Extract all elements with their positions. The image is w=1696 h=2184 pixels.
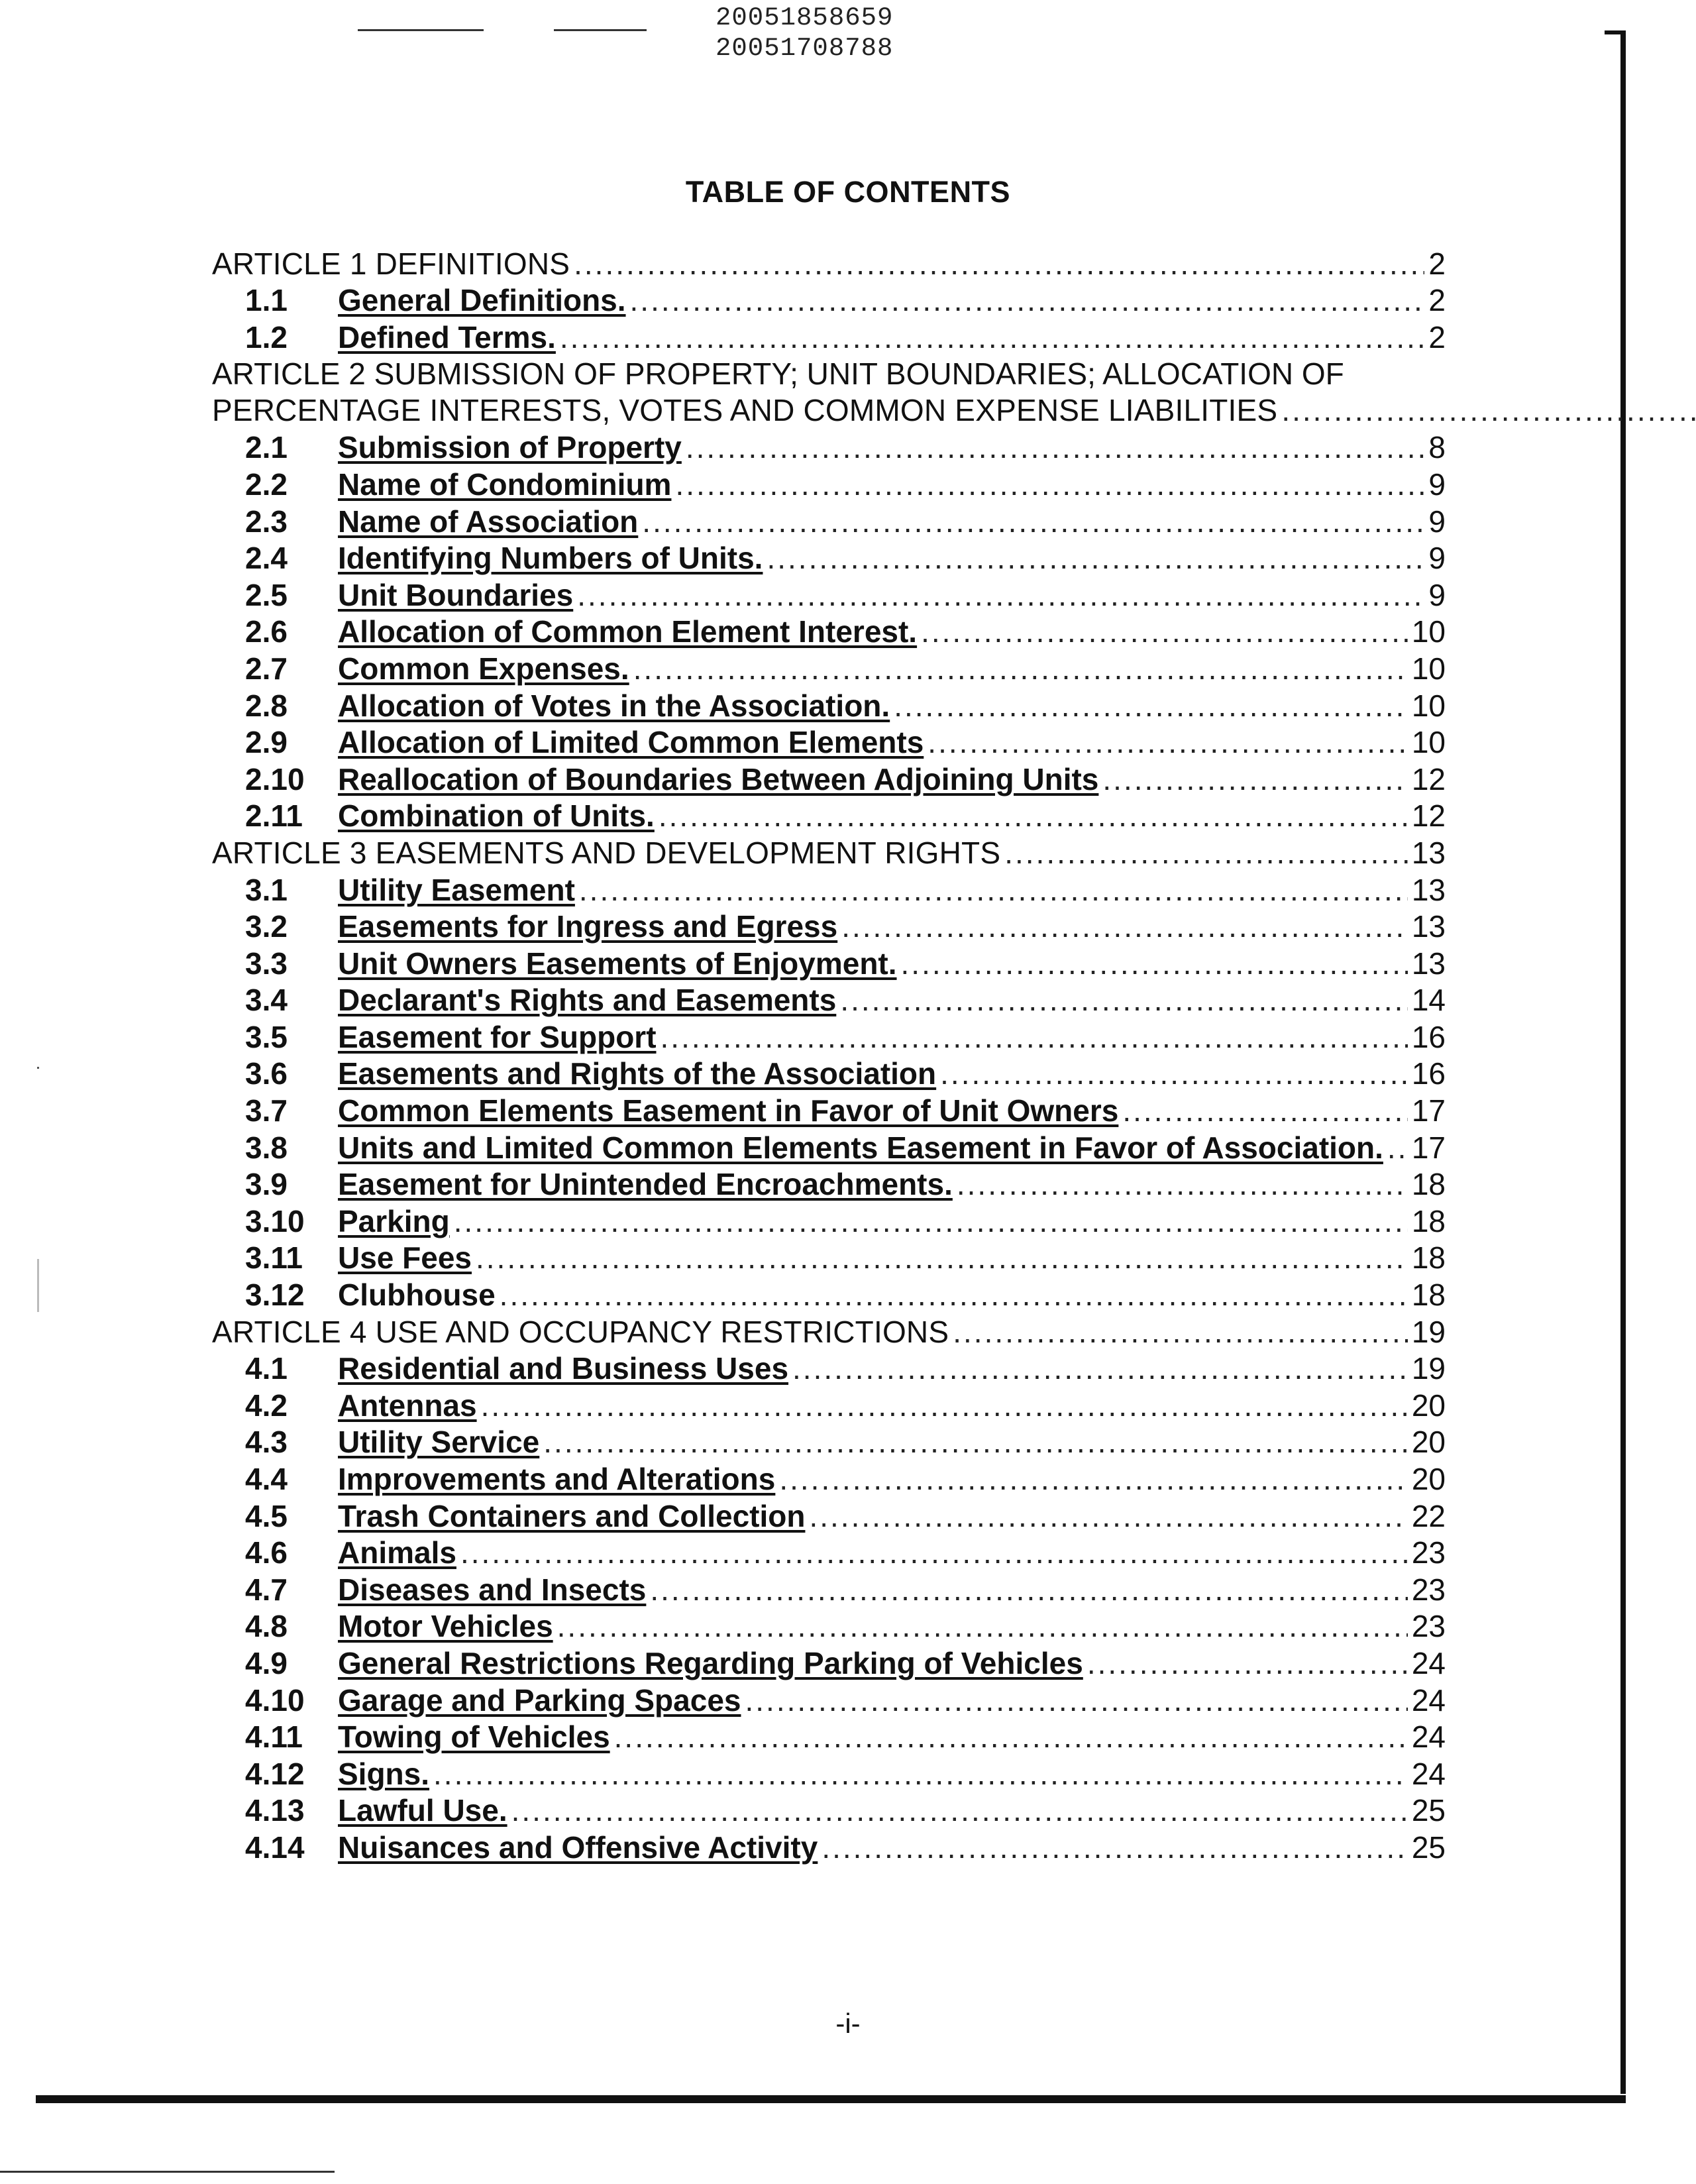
toc-section-link[interactable]: Submission of Property [338,430,682,465]
toc-dot-leader [957,1166,1408,1203]
toc-page-number: 25 [1411,1829,1446,1865]
toc-section-number: 2.4 [245,541,288,576]
toc-section-number: 4.6 [245,1535,288,1570]
toc-page-number: 13 [1411,909,1446,944]
toc-section-entry[interactable] [212,1424,1446,1461]
toc-section-number: 1.1 [245,283,288,318]
toc-section-number: 1.2 [245,319,288,355]
toc-article-entry[interactable] [212,245,1446,282]
toc-page-number: 18 [1411,1278,1446,1313]
toc-section-number: 3.2 [245,909,288,944]
toc-section-number: 4.7 [245,1572,288,1607]
toc-section-number: 4.5 [245,1498,288,1533]
scan-speck [37,1067,39,1069]
toc-entry-title-line-1: ARTICLE 2 SUBMISSION OF PROPERTY; UNIT BOUNDARIES; ALLOCATION OF [212,356,1344,391]
toc-dot-leader [809,1498,1407,1535]
toc-page-number: 10 [1411,688,1446,723]
toc-dot-leader [454,1203,1408,1240]
toc-section-entry[interactable] [212,1571,1446,1608]
toc-section-number: 3.1 [245,872,288,907]
toc-page-number: 10 [1411,725,1446,760]
toc-section-number: 3.8 [245,1130,288,1165]
toc-dot-leader [659,798,1408,834]
toc-section-number: 2.8 [245,688,288,723]
toc-dot-leader [894,688,1408,724]
toc-page-number: 19 [1411,1314,1446,1349]
toc-section-entry[interactable] [212,945,1446,982]
toc-section-entry[interactable] [212,503,1446,540]
toc-section-number: 3.12 [245,1278,305,1313]
toc-page-number: 20 [1411,1425,1446,1460]
toc-page-number: 9 [1428,504,1446,539]
toc-dot-leader [481,1388,1408,1424]
toc-page-number: 24 [1411,1645,1446,1680]
toc-dot-leader [1122,1093,1407,1129]
toc-section-link[interactable]: Allocation of Votes in the Association. [338,688,890,723]
toc-section-entry[interactable] [212,1166,1446,1203]
toc-dot-leader [822,1829,1408,1866]
scan-speck [37,1259,39,1312]
toc-section-link[interactable]: Reallocation of Boundaries Between Adjoining Units [338,761,1099,796]
toc-page-number: 13 [1411,946,1446,981]
toc-section-link[interactable]: Signs. [338,1756,430,1791]
toc-section-link[interactable]: Identifying Numbers of Units. [338,541,763,576]
toc-section-link[interactable]: Garage and Parking Spaces [338,1682,741,1718]
toc-dot-leader [511,1792,1408,1829]
toc-section-link[interactable]: Lawful Use. [338,1793,507,1828]
toc-dot-leader [476,1240,1408,1276]
toc-page-number: 12 [1411,798,1446,834]
toc-section-link[interactable]: Unit Boundaries [338,577,574,612]
toc-section-number: 2.1 [245,430,288,465]
toc-section-link[interactable]: Defined Terms. [338,319,556,355]
toc-page-number: 9 [1428,541,1446,576]
toc-page-number: 23 [1411,1609,1446,1644]
toc-page-number: 20 [1411,1462,1446,1496]
toc-section-number: 3.10 [245,1203,305,1238]
toc-page-number: 13 [1411,872,1446,907]
stamp-number-2: 20051708788 [716,34,894,63]
toc-page-number: 16 [1411,1056,1446,1091]
toc-page-number: 19 [1411,1351,1446,1386]
toc-section-link[interactable]: Use Fees [338,1240,472,1276]
toc-section-number: 4.14 [245,1829,305,1865]
toc-section-link[interactable]: Easement for Support [338,1019,657,1054]
toc-section-entry[interactable] [212,282,1446,319]
toc-section-number: 4.3 [245,1425,288,1460]
toc-dot-leader [675,466,1424,503]
toc-dot-leader [1004,835,1408,871]
toc-page-number: 24 [1411,1720,1446,1755]
toc-page-number: 9 [1428,466,1446,502]
toc-section-number: 2.6 [245,614,288,649]
toc-section-entry[interactable] [212,687,1446,724]
toc-section-number: 3.9 [245,1167,288,1202]
toc-dot-leader [560,319,1425,356]
toc-section-entry[interactable] [212,1682,1446,1719]
toc-section-number: 4.2 [245,1388,288,1423]
toc-entry-title: ARTICLE 4 USE AND OCCUPANCY RESTRICTIONS [212,1314,949,1349]
toc-page-number: 10 [1411,614,1446,649]
stamp-number-1: 20051858659 [716,3,894,32]
toc-section-entry[interactable] [212,540,1446,577]
toc-page-number: 23 [1411,1535,1446,1570]
toc-section-link[interactable]: Common Elements Easement in Favor of Unit Owners [338,1093,1119,1128]
toc-section-number: 4.12 [245,1756,305,1791]
toc-dot-leader [686,429,1425,466]
toc-dot-leader [460,1535,1408,1571]
toc-dot-leader [650,1572,1407,1608]
toc-page-number: 18 [1411,1203,1446,1238]
document-stamp [716,3,893,64]
toc-dot-leader [543,1424,1408,1460]
toc-section-number: 3.7 [245,1093,288,1128]
toc-page-number: 16 [1411,1019,1446,1054]
toc-page-number: 9 [1428,577,1446,612]
toc-section-link[interactable]: Combination of Units. [338,798,655,834]
toc-dot-leader [433,1756,1408,1792]
toc-dot-leader [614,1719,1408,1755]
toc-section-entry[interactable] [212,982,1446,1019]
toc-section-number: 2.11 [245,798,303,834]
toc-dot-leader [928,724,1408,761]
toc-section-link[interactable]: Unit Owners Easements of Enjoyment. [338,946,897,981]
page-number: -i- [835,2008,861,2039]
toc-section-number: 2.5 [245,577,288,612]
toc-page-number: 2 [1428,246,1446,281]
toc-dot-leader [1102,761,1407,798]
toc-dot-leader [630,282,1425,319]
toc-page-number: 22 [1411,1498,1446,1533]
toc-dot-leader [500,1277,1408,1313]
toc-section-link[interactable]: Improvements and Alterations [338,1462,776,1496]
toc-page-number: 2 [1428,319,1446,355]
corner-rule [0,2171,335,2173]
toc-dot-leader [642,504,1424,540]
toc-page-number: 18 [1411,1167,1446,1202]
toc-section-number: 2.9 [245,725,288,760]
header-rule-left [358,29,484,31]
toc-section-number: 4.10 [245,1682,305,1718]
toc-section-link[interactable]: Declarant's Rights and Easements [338,983,837,1018]
toc-section-link[interactable]: Allocation of Common Element Interest. [338,614,918,649]
toc-section-number: 4.4 [245,1462,288,1496]
toc-section-entry[interactable] [212,1719,1446,1756]
toc-page-number: 24 [1411,1756,1446,1791]
toc-page-number: 8 [1428,430,1446,465]
page-title: TABLE OF CONTENTS [685,175,1011,209]
toc-section-entry[interactable] [212,1056,1446,1093]
toc-section-number: 2.7 [245,651,288,686]
toc-dot-leader [953,1314,1408,1350]
toc-section-entry[interactable] [212,761,1446,798]
toc-section-entry[interactable] [212,1203,1446,1240]
toc-dot-leader [841,908,1408,945]
toc-section-number: 2.2 [245,466,288,502]
toc-dot-leader [840,982,1408,1018]
toc-section-link[interactable]: Motor Vehicles [338,1609,553,1644]
toc-section-entry[interactable] [212,576,1446,614]
toc-section-entry[interactable] [212,908,1446,946]
toc-dot-leader [940,1056,1408,1092]
toc-dot-leader [1281,392,1696,429]
toc-section-link[interactable]: Clubhouse [338,1278,496,1313]
toc-section-number: 3.4 [245,983,288,1018]
toc-section-number: 3.6 [245,1056,288,1091]
toc-section-link[interactable]: Residential and Business Uses [338,1351,789,1386]
toc-entry-title: ARTICLE 1 DEFINITIONS [212,246,570,281]
toc-section-number: 4.11 [245,1720,303,1755]
toc-section-entry[interactable] [212,1792,1446,1829]
toc-section-entry[interactable] [212,1498,1446,1535]
toc-page-number: 18 [1411,1240,1446,1276]
toc-section-link[interactable]: Easements for Ingress and Egress [338,909,838,944]
toc-section-number: 4.9 [245,1645,288,1680]
toc-section-link[interactable]: Nuisances and Offensive Activity [338,1829,818,1865]
toc-article-entry[interactable] [212,834,1446,871]
toc-entry-title: ARTICLE 3 EASEMENTS AND DEVELOPMENT RIGHTS [212,835,1001,870]
toc-dot-leader [579,872,1408,908]
toc-entry-title-line-2: PERCENTAGE INTERESTS, VOTES AND COMMON EXPENSE LIABILITIES [212,393,1278,428]
toc-section-entry[interactable] [212,1240,1446,1277]
toc-section-link[interactable]: Towing of Vehicles [338,1720,610,1755]
toc-section-entry[interactable] [212,1387,1446,1424]
toc-section-entry[interactable] [212,429,1446,466]
toc-section-link[interactable]: Units and Limited Common Elements Easement in Favor of Association. [338,1130,1383,1165]
toc-section-number: 4.8 [245,1609,288,1644]
toc-dot-leader [901,946,1408,982]
toc-section-entry[interactable] [212,1350,1446,1388]
toc-page-number: 25 [1411,1793,1446,1828]
page-border-right [1620,33,1626,2094]
toc-section-entry[interactable] [212,1129,1446,1166]
toc-section-number: 4.13 [245,1793,305,1828]
toc-page-number: 17 [1411,1093,1446,1128]
toc-dot-leader [779,1461,1407,1498]
toc-page-number: 20 [1411,1388,1446,1423]
toc-page-number: 23 [1411,1572,1446,1607]
toc-dot-leader [745,1682,1408,1719]
toc-section-entry[interactable] [212,1608,1446,1645]
toc-section-entry[interactable] [212,319,1446,356]
table-of-contents [212,245,1446,1866]
toc-article-entry[interactable] [212,1313,1446,1350]
toc-section-link[interactable]: Name of Association [338,504,639,539]
toc-dot-leader [574,246,1424,282]
toc-section-link[interactable]: Allocation of Limited Common Elements [338,725,924,760]
toc-section-number: 3.11 [245,1240,303,1276]
toc-section-entry[interactable] [212,1829,1446,1866]
toc-section-number: 4.1 [245,1351,288,1386]
toc-page-number: 2 [1428,283,1446,318]
toc-section-entry[interactable] [212,798,1446,835]
toc-section-entry[interactable] [212,1276,1446,1313]
toc-dot-leader [921,614,1408,650]
page-border-bottom [36,2095,1626,2103]
toc-section-entry[interactable] [212,1018,1446,1056]
toc-section-link[interactable]: Common Expenses. [338,651,629,686]
toc-section-number: 2.10 [245,761,305,796]
toc-page-number: 24 [1411,1682,1446,1718]
toc-section-link[interactable]: General Restrictions Regarding Parking of Vehicles [338,1645,1083,1680]
toc-section-entry[interactable] [212,466,1446,503]
toc-section-link[interactable]: Utility Service [338,1425,540,1460]
toc-dot-leader [633,651,1408,687]
toc-dot-leader [792,1350,1408,1387]
toc-dot-leader [577,577,1424,614]
toc-section-link[interactable]: Parking [338,1203,450,1238]
toc-section-link[interactable]: General Definitions. [338,283,626,318]
toc-dot-leader [767,540,1424,576]
toc-page-number: 10 [1411,651,1446,686]
toc-page-number: 17 [1411,1130,1446,1165]
toc-dot-leader [661,1019,1408,1056]
toc-section-entry[interactable] [212,614,1446,651]
toc-section-entry[interactable] [212,1645,1446,1682]
toc-section-number: 3.3 [245,946,288,981]
toc-section-entry[interactable] [212,871,1446,908]
toc-section-entry[interactable] [212,724,1446,761]
toc-section-link[interactable]: Antennas [338,1388,477,1423]
toc-article-entry[interactable] [212,356,1446,429]
toc-dot-leader [1087,1645,1408,1682]
toc-section-entry[interactable] [212,1092,1446,1129]
header-rule-right [554,29,647,31]
toc-section-link[interactable]: Name of Condominium [338,466,672,502]
toc-page-number: 12 [1411,761,1446,796]
toc-page-number: 14 [1411,983,1446,1018]
toc-section-link[interactable]: Easement for Unintended Encroachments. [338,1167,953,1202]
toc-section-entry[interactable] [212,1535,1446,1572]
toc-dot-leader [1387,1130,1408,1166]
toc-section-entry[interactable] [212,650,1446,687]
toc-section-link[interactable]: Easements and Rights of the Association [338,1056,937,1091]
toc-page-number: 13 [1411,835,1446,870]
toc-section-link[interactable]: Trash Containers and Collection [338,1498,806,1533]
toc-dot-leader [557,1608,1408,1645]
toc-section-link[interactable]: Utility Easement [338,872,575,907]
toc-section-link[interactable]: Diseases and Insects [338,1572,647,1607]
toc-section-link[interactable]: Animals [338,1535,456,1570]
toc-section-number: 3.5 [245,1019,288,1054]
toc-section-entry[interactable] [212,1755,1446,1792]
toc-section-entry[interactable] [212,1460,1446,1498]
toc-section-number: 2.3 [245,504,288,539]
